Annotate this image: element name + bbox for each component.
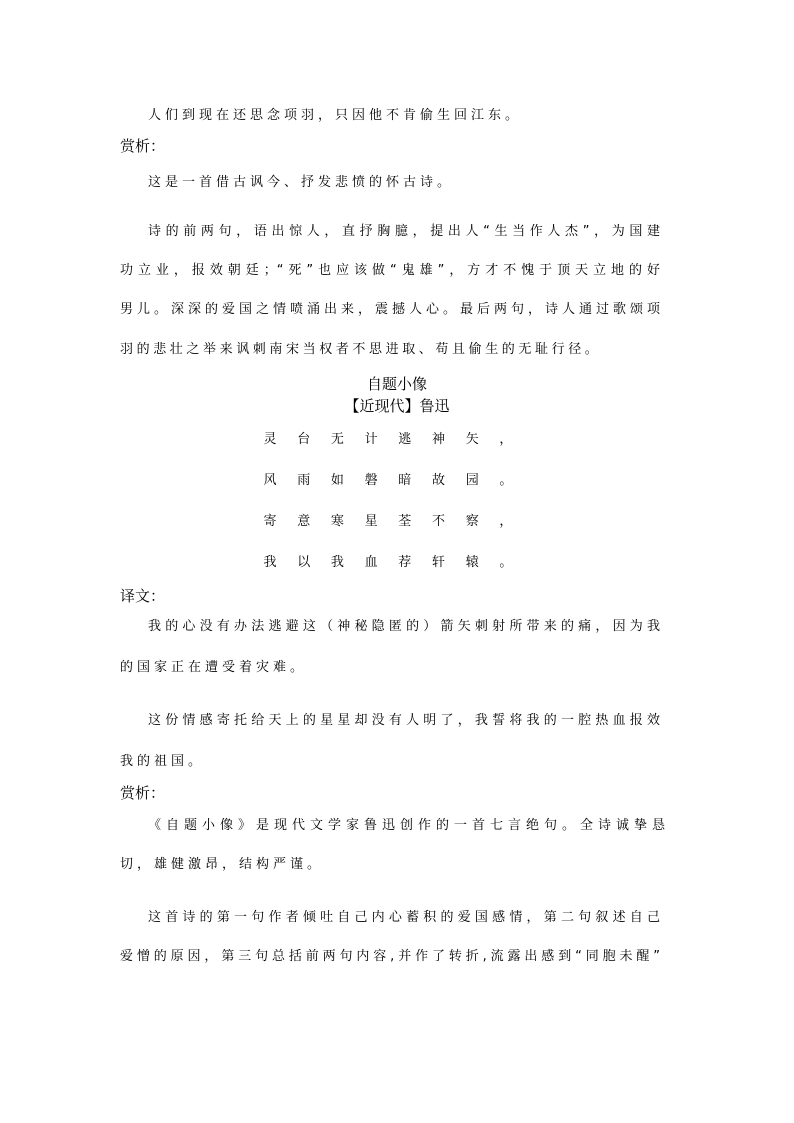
poem-char: 雨 [297,473,311,488]
poem-char: 寒 [330,514,344,529]
poem-char: 磐 [364,473,378,488]
paragraph-line: 诗的前两句，语出惊人，直抒胸臆，提出人“生当作人杰”，为国建 [148,224,660,239]
paragraph-line: 男儿。深深的爱国之情喷涌出来，震撼人心。最后两句，诗人通过歌颂项 [120,302,660,317]
poem-char: 灵 [263,432,277,447]
poem-line [262,554,514,572]
poem-char: ， [499,514,513,529]
paragraph-line: 我的祖国。 [120,754,206,769]
poem-char: 星 [364,514,378,529]
poem-char: 以 [297,555,311,570]
poem-line [262,513,514,531]
poem-char: 无 [330,432,344,447]
poem-char: 风 [263,473,277,488]
poem-char: 不 [432,514,446,529]
poem-title: 自题小像 [366,375,427,393]
paragraph-line: 《自题小像》是现代文学家鲁迅创作的一首七言绝句。全诗诚挚恳 [148,818,671,833]
section-heading-analysis: 赏析： [120,784,166,802]
poem-char: 。 [499,473,513,488]
poem-char: 我 [330,555,344,570]
paragraph: 这是一首借古讽今、抒发悲愤的怀古诗。 [148,175,455,190]
poem-char: 辕 [465,555,479,570]
paragraph-line: 这份情感寄托给天上的星星却没有人明了，我誓将我的一腔热血报效 [148,713,660,728]
paragraph-line: 爱憎的原因，第三句总括前两句内容,并作了转折,流露出感到“同胞未醒” [120,949,660,964]
paragraph-line: 功立业，报效朝廷；“死”也应该做“鬼雄”，方才不愧于顶天立地的好 [120,263,660,278]
poem-char: 血 [364,555,378,570]
poem-char: 暗 [398,473,412,488]
poem-char: 寄 [263,514,277,529]
poem-char: 园 [465,473,479,488]
poem-char: 荐 [398,555,412,570]
translation-last-line: 人们到现在还思念项羽，只因他不肯偷生回江东。 [148,108,523,123]
poem-char: 荃 [398,514,412,529]
poem-line [262,431,514,449]
poem-char: 计 [364,432,378,447]
poem-char: 如 [330,473,344,488]
paragraph-line: 羽的悲壮之举来讽刺南宋当权者不思进取、苟且偷生的无耻行径。 [120,342,602,357]
paragraph-line: 这首诗的第一句作者倾吐自己内心蓄积的爱国感情，第二句叙述自己 [148,910,660,925]
poem-char: 察 [465,514,479,529]
section-heading-analysis: 赏析： [120,137,166,155]
poem-char: 逃 [398,432,412,447]
poem-char: 矢 [465,432,479,447]
poem-char: 意 [297,514,311,529]
paragraph-line: 切，雄健激昂，结构严谨。 [120,857,325,872]
poem-char: 故 [432,473,446,488]
paragraph-line: 的国家正在遭受着灾难。 [120,660,308,675]
poem-char: 轩 [432,555,446,570]
poem-char: 台 [297,432,311,447]
section-heading-translation: 译文： [120,587,166,605]
paragraph-line: 我的心没有办法逃避这（神秘隐匿的）箭矢刺射所带来的痛，因为我 [148,619,660,634]
poem-line [262,472,514,490]
poem-author: 【近现代】鲁迅 [344,397,450,415]
poem-char: 我 [263,555,277,570]
poem-char: 神 [432,432,446,447]
poem-char: 。 [499,555,513,570]
poem-char: ， [499,432,513,447]
